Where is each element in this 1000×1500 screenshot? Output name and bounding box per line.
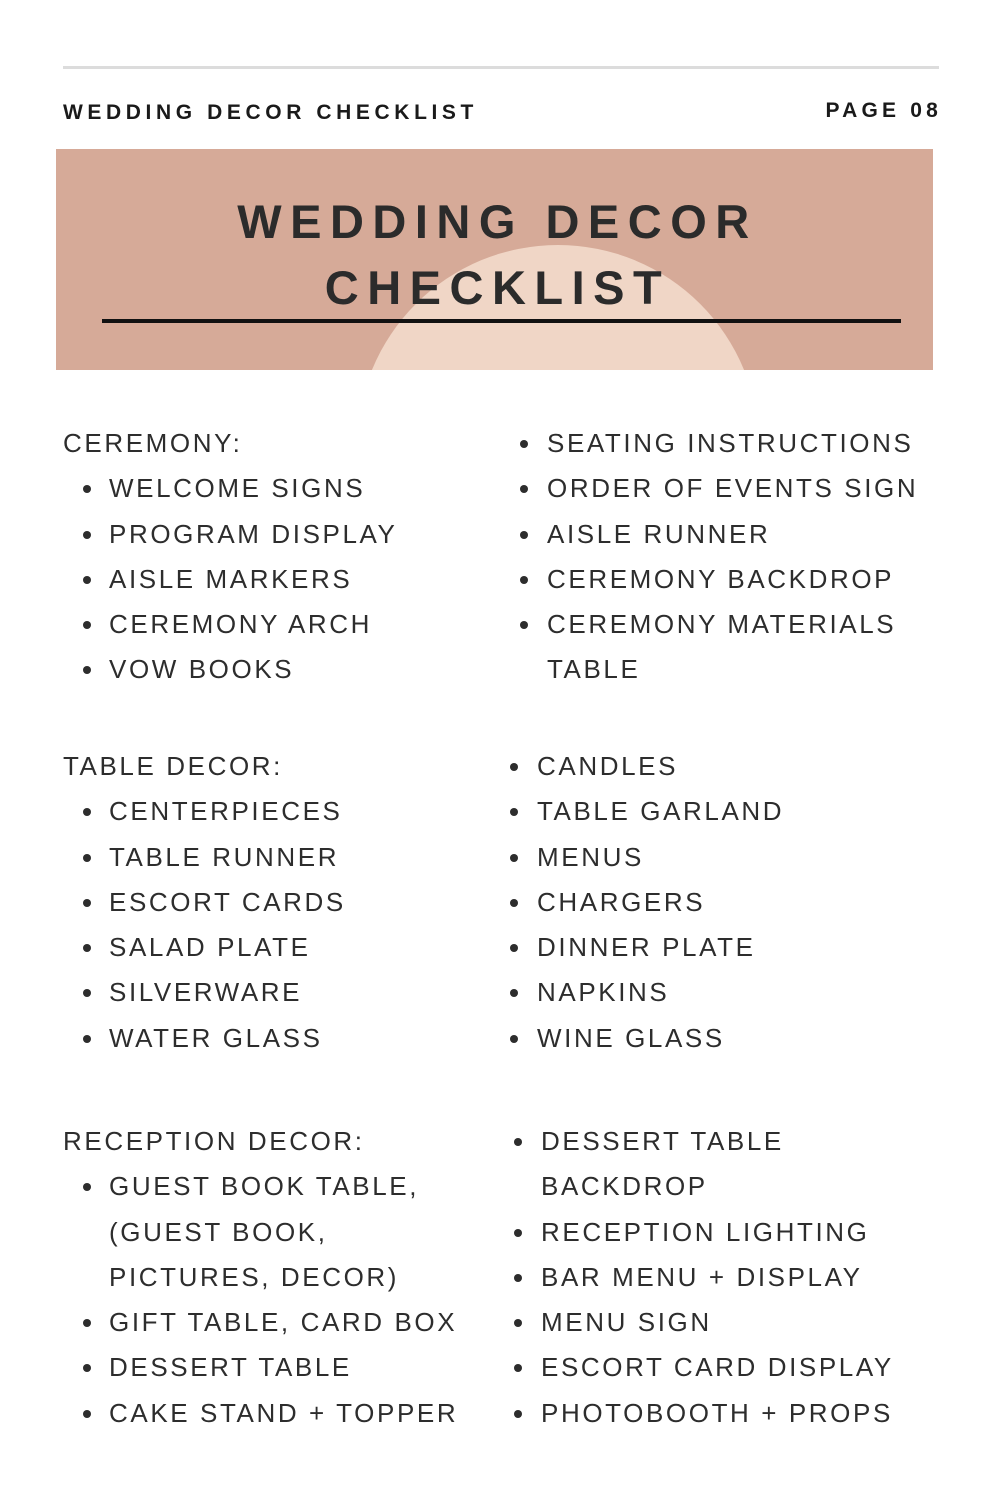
- list-item: WATER GLASS: [109, 1016, 346, 1061]
- list-item: ORDER OF EVENTS SIGN: [547, 466, 918, 511]
- list-item: AISLE RUNNER: [547, 512, 918, 557]
- list-item: AISLE MARKERS: [109, 557, 397, 602]
- list-item: DESSERT TABLE: [109, 1345, 483, 1390]
- list-item: CHARGERS: [537, 880, 784, 925]
- list-item: DINNER PLATE: [537, 925, 784, 970]
- list-item: NAPKINS: [537, 970, 784, 1015]
- list-item-text: CEREMONY MATERIALS: [547, 609, 897, 640]
- list-item: CANDLES: [537, 744, 784, 789]
- table-decor-left-column: [63, 744, 346, 1061]
- reception-decor-left-column: [63, 1119, 483, 1436]
- banner-title-line-1: WEDDING DECOR: [237, 195, 758, 248]
- ceremony-right-column: [519, 421, 918, 693]
- banner-underline: [102, 319, 901, 323]
- reception-decor-right-column: [513, 1119, 933, 1436]
- list-item-continuation: TABLE: [547, 654, 641, 685]
- list-item: ESCORT CARDS: [109, 880, 346, 925]
- ceremony-heading: CEREMONY:: [63, 428, 243, 458]
- list-item: BAR MENU + DISPLAY: [541, 1255, 933, 1300]
- list-item: VOW BOOKS: [109, 647, 397, 692]
- banner-title-line-2: CHECKLIST: [324, 261, 671, 314]
- list-item: ESCORT CARD DISPLAY: [541, 1345, 933, 1390]
- list-item: PROGRAM DISPLAY: [109, 512, 397, 557]
- list-item: MENUS: [537, 835, 784, 880]
- list-item: CEREMONY BACKDROP: [547, 557, 918, 602]
- table-decor-right-column: [509, 744, 784, 1061]
- list-item: TABLE GARLAND: [537, 789, 784, 834]
- list-item: CAKE STAND + TOPPER: [109, 1391, 483, 1436]
- ceremony-left-column: [63, 421, 397, 693]
- list-item: MENU SIGN: [541, 1300, 933, 1345]
- list-item: WELCOME SIGNS: [109, 466, 397, 511]
- list-item: GIFT TABLE, CARD BOX: [109, 1300, 483, 1345]
- title-banner: [56, 149, 933, 370]
- page-number: PAGE 08: [825, 99, 942, 122]
- list-item: PHOTOBOOTH + PROPS: [541, 1391, 933, 1436]
- list-item: SALAD PLATE: [109, 925, 346, 970]
- list-item: DESSERT TABLE BACKDROP: [541, 1119, 933, 1210]
- banner-title: [56, 189, 933, 321]
- list-item: SEATING INSTRUCTIONS: [547, 421, 918, 466]
- list-item: GUEST BOOK TABLE, (GUEST BOOK, PICTURES, DECOR): [109, 1164, 483, 1300]
- list-item: [547, 602, 918, 693]
- list-item: CENTERPIECES: [109, 789, 346, 834]
- list-item: SILVERWARE: [109, 970, 346, 1015]
- reception-decor-heading: RECEPTION DECOR:: [63, 1126, 365, 1156]
- list-item: WINE GLASS: [537, 1016, 784, 1061]
- header-title: WEDDING DECOR CHECKLIST: [63, 101, 478, 124]
- list-item: RECEPTION LIGHTING: [541, 1210, 933, 1255]
- list-item: TABLE RUNNER: [109, 835, 346, 880]
- top-divider: [63, 66, 939, 69]
- table-decor-heading: TABLE DECOR:: [63, 751, 283, 781]
- list-item: CEREMONY ARCH: [109, 602, 397, 647]
